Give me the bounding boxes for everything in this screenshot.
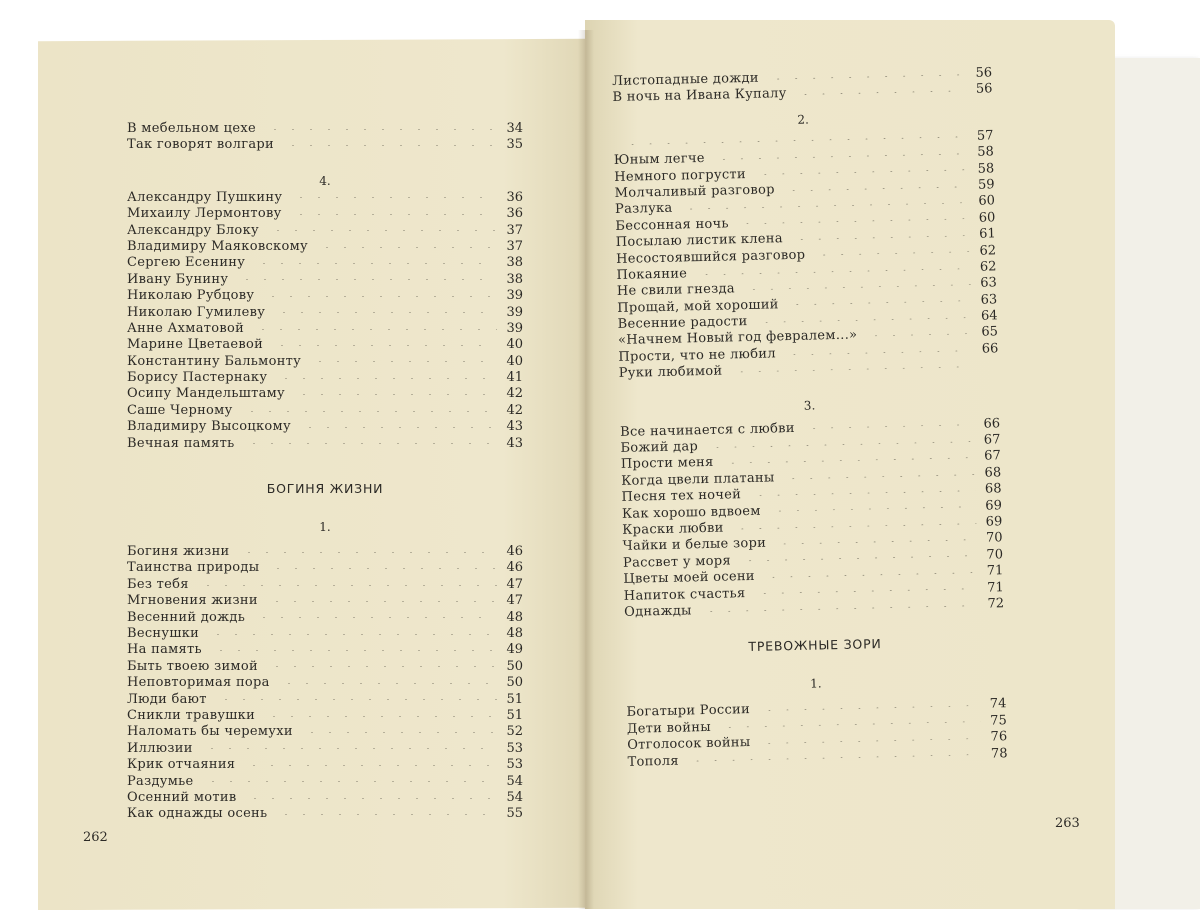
toc-entry bbox=[127, 255, 523, 271]
dot-leader bbox=[232, 279, 497, 280]
toc-entry-title: Богатыри России bbox=[626, 702, 750, 721]
toc-entry-title: Не свили гнезда bbox=[617, 282, 735, 301]
toc-entry-page: 72 bbox=[982, 596, 1004, 613]
dot-leader bbox=[239, 765, 497, 766]
toc-entry-title: Руки любимой bbox=[619, 364, 723, 383]
toc-entry bbox=[127, 659, 523, 675]
toc-entry-title: Сергею Есенину bbox=[127, 255, 245, 271]
toc-entry-title: Осенний мотив bbox=[127, 790, 236, 806]
dot-leader bbox=[289, 394, 497, 395]
toc-entry-page: 59 bbox=[972, 177, 994, 194]
section-heading: ТРЕВОЖНЫЕ ЗОРИ bbox=[625, 631, 1005, 662]
toc-entry-page: 66 bbox=[978, 416, 1000, 433]
toc-entry bbox=[127, 692, 523, 708]
toc-entry-title: Цветы моей осени bbox=[623, 569, 755, 588]
section-number: 1. bbox=[626, 671, 1006, 698]
toc-entry-title: Николаю Рубцову bbox=[127, 288, 254, 304]
toc-entry-page: 37 bbox=[501, 239, 523, 255]
dot-leader bbox=[203, 634, 497, 635]
toc-entry bbox=[127, 288, 523, 304]
toc-entry-page: 48 bbox=[501, 610, 523, 626]
toc-entry-page: 71 bbox=[982, 580, 1004, 597]
toc-entry-page: 70 bbox=[980, 531, 1002, 548]
toc-entry-title: Краски любви bbox=[622, 521, 724, 540]
dot-leader bbox=[263, 230, 497, 231]
toc-entry-title: Люди бают bbox=[127, 692, 207, 708]
dot-leader bbox=[258, 296, 497, 297]
toc-entry-title: Саше Черному bbox=[127, 403, 233, 419]
toc-entry-page: 62 bbox=[974, 259, 996, 276]
toc-entry-page: 38 bbox=[501, 272, 523, 288]
toc-entry-title: Напиток счастья bbox=[624, 586, 746, 605]
dot-leader bbox=[249, 617, 497, 618]
dot-leader bbox=[263, 568, 497, 569]
dot-leader bbox=[696, 604, 978, 611]
left-entries-top bbox=[127, 121, 523, 154]
toc-entry-page: 41 bbox=[501, 370, 523, 386]
toc-entry-page: 36 bbox=[501, 206, 523, 222]
toc-entry bbox=[127, 708, 523, 724]
toc-entry-page: 67 bbox=[978, 432, 1000, 449]
dot-leader bbox=[262, 601, 497, 602]
toc-entry-page: 51 bbox=[501, 708, 523, 724]
toc-entry-title: Константину Бальмонту bbox=[127, 354, 301, 370]
dot-leader bbox=[271, 378, 497, 379]
toc-entry-title: Несостоявшийся разговор bbox=[616, 247, 805, 268]
toc-entry bbox=[127, 272, 523, 288]
toc-entry-page: 53 bbox=[501, 741, 523, 757]
toc-entry-page: 51 bbox=[501, 692, 523, 708]
toc-entry bbox=[127, 610, 523, 626]
toc-entry bbox=[127, 223, 523, 239]
toc-entry bbox=[127, 560, 523, 576]
toc-entry-page: 34 bbox=[501, 121, 523, 137]
dot-leader bbox=[745, 490, 975, 496]
toc-entry-title: Тополя bbox=[627, 753, 679, 771]
toc-entry-page: 49 bbox=[501, 642, 523, 658]
dot-leader bbox=[799, 424, 974, 429]
toc-entry-page: 42 bbox=[501, 386, 523, 402]
toc-entry-title: Как хорошо вдвоем bbox=[622, 503, 761, 523]
section-heading: БОГИНЯ ЖИЗНИ bbox=[127, 478, 523, 500]
toc-entry-page: 36 bbox=[501, 190, 523, 206]
toc-entry-page: 57 bbox=[971, 128, 993, 145]
toc-entry bbox=[127, 239, 523, 255]
dot-leader bbox=[809, 251, 970, 256]
toc-entry-page: 39 bbox=[501, 321, 523, 337]
dot-leader bbox=[702, 441, 974, 448]
dot-leader bbox=[239, 443, 498, 444]
toc-entry bbox=[127, 337, 523, 353]
dot-leader bbox=[765, 506, 976, 512]
toc-entry-title: Владимиру Высоцкому bbox=[127, 419, 291, 435]
toc-entry bbox=[127, 419, 523, 435]
section-number: 2. bbox=[613, 106, 993, 133]
dot-leader bbox=[618, 136, 968, 145]
toc-entry-title: Весенний дождь bbox=[127, 610, 245, 626]
dot-leader bbox=[750, 169, 968, 175]
toc-entry bbox=[127, 354, 523, 370]
dot-leader bbox=[240, 798, 497, 799]
toc-entry-title: Раздумье bbox=[127, 774, 194, 790]
dot-leader bbox=[780, 349, 973, 354]
dot-leader bbox=[733, 218, 970, 224]
toc-entry bbox=[127, 370, 523, 386]
toc-entry-title: Отголосок войны bbox=[627, 735, 751, 754]
dot-leader bbox=[286, 197, 497, 198]
toc-entry-page: 52 bbox=[501, 724, 523, 740]
dot-leader bbox=[312, 247, 497, 248]
toc-entry-title: Рассвет у моря bbox=[623, 553, 731, 572]
toc-entry-title: Мгновения жизни bbox=[127, 593, 258, 609]
toc-entry-page: 61 bbox=[974, 226, 996, 243]
toc-entry-title: Анне Ахматовой bbox=[127, 321, 244, 337]
toc-entry-title: Михаилу Лермонтову bbox=[127, 206, 282, 222]
toc-entry-title: Все начинается с любви bbox=[620, 421, 795, 441]
dot-leader bbox=[791, 90, 967, 95]
toc-entry-page: 55 bbox=[501, 806, 523, 822]
toc-entry-page: 46 bbox=[501, 544, 523, 560]
dot-leader bbox=[683, 754, 982, 762]
dot-leader bbox=[779, 473, 976, 478]
dot-leader bbox=[739, 284, 971, 290]
toc-entry-page: 63 bbox=[975, 292, 997, 309]
toc-entry bbox=[127, 806, 523, 822]
toc-entry bbox=[127, 675, 523, 691]
toc-entry-title: Вечная память bbox=[127, 436, 235, 452]
dot-leader bbox=[206, 650, 497, 651]
toc-entry-title: Однажды bbox=[624, 603, 692, 621]
toc-entry-page: 76 bbox=[985, 729, 1007, 746]
toc-entry bbox=[127, 741, 523, 757]
toc-entry-title: Без тебя bbox=[127, 577, 189, 593]
dot-leader bbox=[249, 263, 497, 264]
dot-leader bbox=[278, 145, 497, 146]
dot-leader bbox=[752, 317, 972, 323]
toc-entry-title: Молчаливый разговор bbox=[615, 182, 775, 202]
toc-entry-page: 62 bbox=[974, 243, 996, 260]
left-entries-4 bbox=[127, 190, 523, 452]
dot-leader bbox=[677, 202, 969, 210]
dot-leader bbox=[269, 312, 497, 313]
toc-entry-title: Прости, что не любил bbox=[618, 346, 776, 366]
toc-entry bbox=[127, 577, 523, 593]
toc-entry-page: 42 bbox=[501, 403, 523, 419]
toc-entry-page: 66 bbox=[976, 341, 998, 358]
toc-entry-page: 60 bbox=[973, 210, 995, 227]
toc-entry-title: В мебельном цехе bbox=[127, 121, 256, 137]
toc-entry bbox=[127, 386, 523, 402]
toc-entry-page: 71 bbox=[981, 563, 1003, 580]
toc-entry bbox=[127, 436, 523, 452]
dot-leader bbox=[726, 366, 972, 373]
dot-leader bbox=[237, 411, 497, 412]
dot-leader bbox=[718, 457, 975, 464]
toc-entry-title: В ночь на Ивана Купалу bbox=[612, 86, 786, 106]
toc-entry-title: Бессонная ночь bbox=[615, 216, 729, 235]
dot-leader bbox=[861, 333, 972, 337]
toc-entry bbox=[127, 790, 523, 806]
toc-entry-title: Александру Пушкину bbox=[127, 190, 282, 206]
toc-entry-page: 43 bbox=[501, 436, 523, 452]
toc-entry bbox=[127, 305, 523, 321]
toc-entry-title: Таинства природы bbox=[127, 560, 259, 576]
dot-leader bbox=[193, 585, 497, 586]
toc-entry-title: Листопадные дожди bbox=[612, 71, 759, 91]
toc-entry-page: 56 bbox=[970, 65, 992, 82]
toc-entry-page: 50 bbox=[501, 675, 523, 691]
toc-entry bbox=[127, 724, 523, 740]
dot-leader bbox=[779, 186, 969, 191]
dot-leader bbox=[691, 268, 970, 275]
dot-leader bbox=[295, 427, 497, 428]
toc-entry-page: 78 bbox=[985, 746, 1007, 763]
section-number: 1. bbox=[127, 518, 523, 536]
toc-entry-title: Как однажды осень bbox=[127, 806, 267, 822]
toc-entry-title: Прощай, мой хороший bbox=[617, 297, 779, 317]
toc-entry-title: Песня тех ночей bbox=[621, 487, 741, 506]
dot-leader bbox=[274, 683, 497, 684]
right-entries-3 bbox=[620, 416, 1004, 621]
toc-entry-page: 50 bbox=[501, 659, 523, 675]
toc-entry-title: Ивану Бунину bbox=[127, 272, 228, 288]
toc-entry-title: Чайки и белые зори bbox=[623, 536, 767, 556]
dot-leader bbox=[259, 716, 497, 717]
dot-leader bbox=[286, 214, 497, 215]
toc-entry bbox=[127, 757, 523, 773]
dot-leader bbox=[267, 345, 497, 346]
toc-entry-title: «Начнем Новый год февралем...» bbox=[618, 328, 858, 350]
right-entries-1 bbox=[626, 697, 1007, 771]
dot-leader bbox=[198, 781, 497, 782]
left-toc bbox=[127, 121, 523, 823]
dot-leader bbox=[709, 153, 968, 160]
toc-entry bbox=[127, 642, 523, 658]
toc-entry-page: 58 bbox=[972, 145, 994, 162]
dot-leader bbox=[735, 555, 977, 561]
dot-leader bbox=[770, 539, 977, 545]
toc-entry-title: Марине Цветаевой bbox=[127, 337, 263, 353]
dot-leader bbox=[715, 721, 981, 728]
toc-entry-title: Александру Блоку bbox=[127, 223, 259, 239]
toc-entry-page: 75 bbox=[985, 713, 1007, 730]
dot-leader bbox=[305, 361, 497, 362]
toc-entry-page: 47 bbox=[501, 593, 523, 609]
book-gutter bbox=[578, 30, 594, 909]
toc-entry-page: 39 bbox=[501, 305, 523, 321]
toc-entry-title: Юным легче bbox=[614, 151, 705, 169]
section-number: 4. bbox=[127, 172, 523, 190]
toc-entry-title: Посылаю листик клена bbox=[616, 231, 783, 251]
dot-leader bbox=[783, 300, 972, 305]
toc-entry-title: Наломать бы черемухи bbox=[127, 724, 293, 740]
toc-entry-title: Когда цвели платаны bbox=[621, 470, 775, 490]
toc-entry-page: 40 bbox=[501, 354, 523, 370]
toc-entry-page: 40 bbox=[501, 337, 523, 353]
toc-entry-title: Весенние радости bbox=[618, 314, 748, 333]
toc-entry-title: Прости меня bbox=[621, 455, 714, 474]
dot-leader bbox=[271, 814, 497, 815]
toc-entry-title: На память bbox=[127, 642, 202, 658]
dot-leader bbox=[262, 666, 497, 667]
toc-entry-page: 47 bbox=[501, 577, 523, 593]
right-entries-2 bbox=[613, 128, 998, 382]
dot-leader bbox=[211, 699, 497, 700]
dot-leader bbox=[297, 732, 497, 733]
toc-entry-page: 48 bbox=[501, 626, 523, 642]
toc-entry-title: Осипу Мандельштаму bbox=[127, 386, 285, 402]
toc-entry bbox=[127, 403, 523, 419]
toc-entry bbox=[127, 544, 523, 560]
toc-entry-page: 39 bbox=[501, 288, 523, 304]
toc-entry-page: 46 bbox=[501, 560, 523, 576]
toc-entry-title: Неповторимая пора bbox=[127, 675, 270, 691]
toc-entry-title: Покаяние bbox=[616, 266, 687, 284]
dot-leader bbox=[763, 74, 966, 80]
toc-entry-title: Немного погрусти bbox=[614, 167, 746, 186]
toc-entry-page: 63 bbox=[975, 276, 997, 293]
toc-entry bbox=[127, 121, 523, 137]
toc-entry-page: 64 bbox=[975, 308, 997, 325]
toc-entry-title: Николаю Гумилеву bbox=[127, 305, 265, 321]
dot-leader bbox=[197, 748, 497, 749]
toc-entry-page: 74 bbox=[984, 697, 1006, 714]
toc-entry-page: 67 bbox=[979, 449, 1001, 466]
toc-entry-page: 53 bbox=[501, 757, 523, 773]
page-number: 262 bbox=[83, 830, 108, 845]
toc-entry-page: 58 bbox=[972, 161, 994, 178]
toc-entry-page: 69 bbox=[980, 514, 1002, 531]
toc-entry bbox=[127, 774, 523, 790]
toc-entry-page: 54 bbox=[501, 774, 523, 790]
dot-leader bbox=[749, 588, 977, 594]
toc-entry bbox=[127, 206, 523, 222]
section-number: 3. bbox=[619, 392, 999, 419]
toc-entry-title: Божий дар bbox=[620, 439, 698, 457]
toc-entry-page: 37 bbox=[501, 223, 523, 239]
toc-entry-page: 38 bbox=[501, 255, 523, 271]
toc-entry bbox=[127, 593, 523, 609]
left-entries-1 bbox=[127, 544, 523, 823]
toc-entry bbox=[127, 190, 523, 206]
toc-entry-page: 68 bbox=[979, 465, 1001, 482]
toc-entry-title: Богиня жизни bbox=[127, 544, 230, 560]
dot-leader bbox=[787, 235, 970, 240]
dot-leader bbox=[754, 738, 981, 744]
toc-entry-title: Иллюзии bbox=[127, 741, 193, 757]
dot-leader bbox=[759, 572, 978, 578]
toc-entry-page: 65 bbox=[976, 325, 998, 342]
toc-entry-page: 35 bbox=[501, 137, 523, 153]
right-toc bbox=[612, 65, 1008, 770]
toc-entry-page: 43 bbox=[501, 419, 523, 435]
toc-entry-page: 56 bbox=[970, 82, 992, 99]
toc-entry bbox=[127, 137, 523, 153]
toc-entry-page: 69 bbox=[980, 498, 1002, 515]
page-number: 263 bbox=[1055, 816, 1080, 831]
dot-leader bbox=[754, 705, 980, 711]
toc-entry-title: Разлука bbox=[615, 201, 673, 219]
dot-leader bbox=[728, 523, 977, 530]
toc-entry-title: Сникли травушки bbox=[127, 708, 255, 724]
toc-entry-page: 54 bbox=[501, 790, 523, 806]
toc-entry-page: 68 bbox=[979, 481, 1001, 498]
toc-entry-page: 70 bbox=[981, 547, 1003, 564]
toc-entry-title: Дети войны bbox=[627, 720, 711, 738]
toc-entry bbox=[127, 321, 523, 337]
toc-entry-title: Быть твоею зимой bbox=[127, 659, 258, 675]
toc-entry bbox=[127, 626, 523, 642]
dot-leader bbox=[234, 552, 498, 553]
toc-entry-title: Так говорят волгари bbox=[127, 137, 274, 153]
dot-leader bbox=[260, 129, 497, 130]
toc-entry-title: Крик отчаяния bbox=[127, 757, 235, 773]
dot-leader bbox=[248, 329, 497, 330]
toc-entry-title: Борису Пастернаку bbox=[127, 370, 267, 386]
toc-entry-title: Веснушки bbox=[127, 626, 199, 642]
toc-entry-page: 60 bbox=[973, 194, 995, 211]
toc-entry-title: Владимиру Маяковскому bbox=[127, 239, 308, 255]
